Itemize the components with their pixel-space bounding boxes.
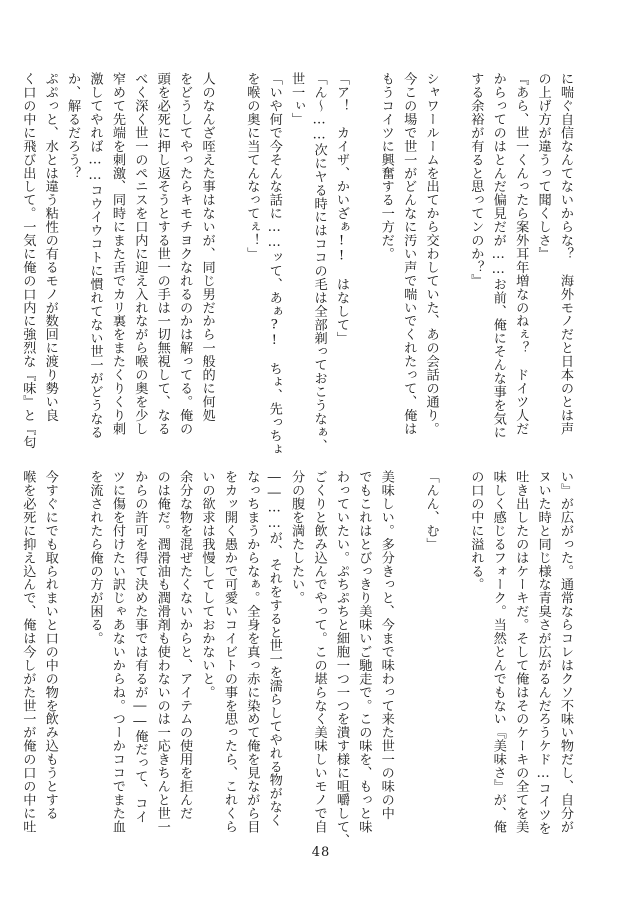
text-line: でもこれはとびっきり美味いご馳走で。この味を、もっと味 bbox=[356, 470, 372, 834]
text-line: のは俺だ。潤滑油も潤滑剤も使わないのは一応きちんと世一 bbox=[154, 470, 170, 834]
text-line: 喉を必死に抑え込んで、俺は今しがた世一が俺の口の中に吐 bbox=[20, 470, 36, 834]
text-line: なっちまうからなぁ。全身を真っ赤に染めて俺を見ながら目 bbox=[244, 470, 260, 834]
lower-text-block bbox=[16, 470, 576, 847]
text-line: 美味しい。多分きっと、今まで味わって来た世一の味の中 bbox=[378, 470, 394, 820]
text-line: 『あら、世一くんったら案外耳年増なのねぇ？ ドイツ人だ bbox=[513, 72, 529, 436]
text-line bbox=[352, 72, 374, 432]
text-line bbox=[218, 72, 240, 432]
page-number: 48 bbox=[311, 845, 331, 860]
text-line: 今この場で世一がどんなに汚い声で喘いでくれたって、俺は bbox=[401, 72, 417, 436]
text-line: く口の中に飛び出して。一気に俺の口内に強烈な『味』と『匂 bbox=[20, 72, 36, 449]
text-line: か、解るだろう？ bbox=[65, 72, 81, 180]
text-line: 人のなんざ咥えた事はないが、同じ男だから一般的に何処 bbox=[199, 72, 215, 422]
text-line: 今すぐにでも取られまいと口の中の物を飲み込もうとする bbox=[42, 470, 58, 820]
text-line: をどうしてやったらキモチヨクなれるのかは解ってる。俺の bbox=[177, 72, 193, 436]
text-line: べく深く世一のペニスを口内に迎え入れながら喉の奥を少し bbox=[132, 72, 148, 436]
text-line: からってのはとんだ偏見だが……お前、俺にそんな事を気に bbox=[490, 72, 506, 439]
text-line: 世一ぃ」 bbox=[289, 72, 305, 126]
text-line: する余裕が有ると思ってンのか？』 bbox=[468, 72, 484, 288]
text-line: ごくりと飲み込んでやって。この堪らなく美味しいモノで自 bbox=[311, 470, 327, 834]
text-line: 「んん、む」 bbox=[423, 470, 439, 551]
text-line: の口の中に溢れる。 bbox=[468, 470, 484, 592]
text-line: 窄めて先端を刺激、同時にまた舌でカリ裏をまたくりくり刺 bbox=[109, 72, 125, 436]
text-line: 味しく感じるフォーク。当然とんでもない『美味さ』が、俺 bbox=[490, 470, 506, 834]
text-line bbox=[397, 470, 419, 840]
text-line: ツに傷を付けたい訳じゃあないからね。つーかココでまた血 bbox=[109, 470, 125, 834]
text-line: からの許可を得て決めた事では有るが――俺だって、コイ bbox=[132, 470, 148, 824]
text-line bbox=[61, 470, 83, 840]
text-line: 頭を必死に押し返そうとする世一の手は一切無視して、なる bbox=[154, 72, 170, 436]
text-line: 「いや何で今そんな話に……ッて、あぁ?! ちょ、先っちょ bbox=[266, 72, 282, 456]
text-line: ぷぷっと、水とは違う粘性の有るモノが数回に渡り勢い良 bbox=[42, 72, 58, 422]
text-line: わっていたい。ぷちぷちと細胞一つ一つを潰す様に咀嚼して、 bbox=[333, 470, 349, 847]
text-line: い』が広がった。通常ならコレはクソ不味い物だし、自分が bbox=[558, 470, 573, 834]
text-line: もうコイツに興奮する一方だ。 bbox=[378, 72, 394, 261]
text-line: を喉の奥に当てんなってぇ！」 bbox=[244, 72, 260, 261]
text-line: ――……が、それをすると世一を濡らしてやれる物がなく bbox=[266, 470, 282, 827]
text-line: 激してやれば……コウイウコトに慣れてない世一がどうなる bbox=[87, 72, 103, 439]
text-line: 「ん～……次にヤる時にはココの毛は全部剃っておこうなぁ、 bbox=[311, 72, 327, 453]
text-line: をカッ開く愚かで可愛いコイビトの事を思ったら、これくら bbox=[221, 470, 237, 834]
text-line: を流されたら俺の方が困る。 bbox=[87, 470, 103, 645]
text-line bbox=[442, 470, 464, 840]
text-line bbox=[442, 72, 464, 432]
text-line: 分の腹を満たしたい。 bbox=[289, 470, 305, 605]
text-line: 余分な物を混ぜたくないからと、アイテムの使用を拒んだ bbox=[177, 470, 193, 820]
text-line: に喘ぐ自信なんてないからな？ 海外モノだと日本のとは声 bbox=[558, 72, 573, 436]
text-line: シャワールームを出てから交わしていた、あの会話の通り。 bbox=[423, 72, 439, 436]
text-line: の上げ方が違うって聞くしさ』 bbox=[535, 72, 551, 261]
text-line: 吐き出したのはケーキだ。そして俺はそのケーキの全てを美 bbox=[513, 470, 529, 834]
text-line: いの欲求は我慢してしておかないと。 bbox=[199, 470, 215, 699]
upper-text-block bbox=[16, 72, 576, 456]
text-line: ヌいた時と同じ様な青臭さが広がるんだろうケド…コイツを bbox=[535, 470, 551, 835]
text-line: 「ア！ カイザ、かいざぁ!! はなして」 bbox=[333, 72, 349, 345]
